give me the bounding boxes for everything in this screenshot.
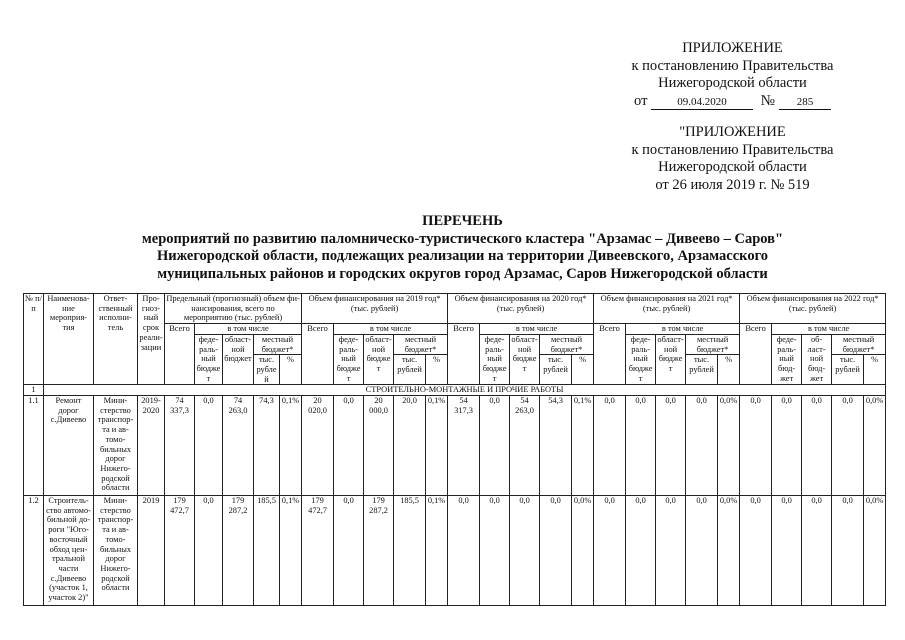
appendix-new [600,40,865,110]
th-federal: феде-раль-ный бюджет [626,334,656,385]
cell-value: 0,0 [740,496,772,606]
th-local: местный бюджет* [832,334,886,354]
document-title [40,213,885,283]
appendix-old-line3: Нижегородской области [658,159,807,175]
cell-value: 74,3 [254,396,280,496]
cell-value: 179 287,2 [223,496,254,606]
cell-value: 20,0 [394,396,426,496]
th-total: Всего [448,324,480,385]
cell-name: Строитель-ство автомо-бильной до-роги "Юго-восточный обход цен-тральной части с.Дивеево (участок 1, участок 2)" [44,496,94,606]
cell-value: 179 287,2 [364,496,394,606]
th-local: местный бюджет* [394,334,448,354]
cell-value: 179 472,7 [302,496,334,606]
th-rub: тыс. рублей [686,355,718,385]
cell-value: 0,0 [802,496,832,606]
cell-value: 185,5 [254,496,280,606]
th-pct: % [718,355,740,385]
th-regional: област-ной бюджет [364,334,394,385]
cell-value: 0,0% [864,496,886,606]
cell-value: 0,0 [772,396,802,496]
th-rub: тыс. рублей [394,355,426,385]
title-line3: муниципальных районов и городских округов город Арзамас, Саров Нижегородской области [157,265,768,282]
cell-value: 54,3 [540,396,572,496]
cell-value: 0,0 [334,496,364,606]
cell-value: 0,0 [626,396,656,496]
appendix-new-line2: к постановлению Правительства [631,57,834,74]
section-label: СТРОИТЕЛЬНО-МОНТАЖНЫЕ И ПРОЧИЕ РАБОТЫ [44,385,886,396]
decree-date: 09.04.2020 [651,96,753,110]
measures-table [23,293,886,606]
th-incl: в том числе [626,324,740,335]
cell-value: 0,0 [510,496,540,606]
th-incl: в том числе [480,324,594,335]
th-regional: област-ной бюджет [223,334,254,385]
cell-value: 0,0 [540,496,572,606]
th-regional: област-ной бюджет [656,334,686,385]
cell-value: 20 020,0 [302,396,334,496]
cell-value: 0,0 [334,396,364,496]
th-local: местный бюджет* [540,334,594,354]
cell-value: 0,0 [772,496,802,606]
number-sign: № [760,92,775,109]
th-regional: област-ной бюджет [510,334,540,385]
cell-value: 0,0 [594,396,626,496]
cell-value: 20 000,0 [364,396,394,496]
cell-value: 0,0 [686,396,718,496]
th-pct: % [426,355,448,385]
appendix-old-line2: к постановлению Правительства [631,141,834,158]
cell-num: 1.1 [24,396,44,496]
cell-num: 1.2 [24,496,44,606]
th-limit: Предельный (прогнозный) объем фи-нансирования, всего по мероприятию (тыс. рублей) [166,294,300,323]
appendix-new-line3: Нижегородской области [658,75,807,91]
th-total: Всего [165,324,195,385]
section-num: 1 [24,385,44,396]
th-2021: Объем финансирования на 2021 год* (тыс. рублей) [594,294,740,324]
cell-value: 0,1% [280,396,302,496]
th-pct: % [572,355,594,385]
appendix-old-line4: от 26 июля 2019 г. № 519 [655,176,810,193]
decree-number: 285 [779,96,831,110]
appendix-old [600,124,865,194]
cell-value: 0,0 [480,396,510,496]
cell-value: 179 472,7 [165,496,195,606]
th-federal: феде-раль-ный бюджет [334,334,364,385]
th-total: Всего [594,324,626,385]
appendix-old-line1: "ПРИЛОЖЕНИЕ [679,124,786,140]
cell-value: 74 263,0 [223,396,254,496]
cell-value: 0,0 [626,496,656,606]
title-line2: Нижегородской области, подлежащих реализации на территории Дивеевского, Арзамасского [156,248,769,264]
th-incl: в том числе [772,324,886,335]
th-regional: об-ласт-ной бюд-жет [802,334,832,385]
cell-term: 2019 [138,496,165,606]
cell-value: 0,0 [832,496,864,606]
cell-value: 54 263,0 [510,396,540,496]
appendix-new-line1: ПРИЛОЖЕНИЕ [682,40,783,56]
cell-value: 0,0 [656,396,686,496]
cell-value: 0,0% [572,496,594,606]
th-pct: % [864,355,886,385]
th-incl: в том числе [334,324,448,335]
cell-value: 0,0 [832,396,864,496]
th-total: Всего [302,324,334,385]
cell-value: 0,0 [686,496,718,606]
date-prefix: от [634,92,648,109]
cell-name: Ремонт дорог с.Дивеево [44,396,94,496]
cell-value: 0,1% [426,396,448,496]
cell-value: 74 337,3 [165,396,195,496]
cell-value: 0,1% [280,496,302,606]
th-term: Про-гноз-ный срок реали-зации [138,294,165,385]
cell-value: 0,0 [594,496,626,606]
cell-executor: Мини-стерство транспор-та и ав-томо-бильных дорог Нижего-родской области [94,496,138,606]
th-local: местный бюджет* [254,334,302,354]
cell-value: 0,0 [195,496,223,606]
title-line1: мероприятий по развитию паломническо-туристического кластера "Арзамас – Дивеево – Саров" [141,230,784,247]
cell-value: 185,5 [394,496,426,606]
th-2022: Объем финансирования на 2022 год* (тыс. рублей) [740,294,886,324]
th-total: Всего [740,324,772,385]
appendix-new-date-line [600,93,865,111]
th-incl: в том числе [195,324,302,335]
cell-value: 0,0 [802,396,832,496]
table-row [24,396,886,496]
cell-value: 0,0 [195,396,223,496]
th-rub: тыс. рублей [540,355,572,385]
cell-value: 54 317,3 [448,396,480,496]
th-local: местный бюджет* [686,334,740,354]
th-rub: тыс. рублей [254,355,280,385]
table-row [24,496,886,606]
th-federal: феде-раль-ный бюджет [480,334,510,385]
cell-value: 0,0 [480,496,510,606]
th-num: № п/п [24,294,44,385]
cell-value: 0,0% [864,396,886,496]
cell-value: 0,0 [656,496,686,606]
cell-executor: Мини-стерство транспор-та и ав-томо-бильных дорог Нижего-родской области [94,396,138,496]
th-pct: % [280,355,302,385]
title-heading: ПЕРЕЧЕНЬ [422,213,503,229]
th-executor: Ответ-ственный исполни-тель [94,294,138,385]
cell-value: 0,0 [448,496,480,606]
cell-term: 2019-2020 [138,396,165,496]
th-rub: тыс. рублей [832,355,864,385]
th-federal: феде-раль-ный бюд-жет [772,334,802,385]
cell-value: 0,1% [426,496,448,606]
cell-value: 0,0 [740,396,772,496]
th-federal: феде-раль-ный бюджет [195,334,223,385]
cell-value: 0,0% [718,496,740,606]
th-2019: Объем финансирования на 2019 год* (тыс. рублей) [302,294,448,324]
cell-value: 0,1% [572,396,594,496]
header-row-1 [24,294,886,324]
section-row [24,385,886,396]
th-2020: Объем финансирования на 2020 год* (тыс. рублей) [448,294,594,324]
th-name: Наименова-ние мероприя-тия [44,294,94,385]
cell-value: 0,0% [718,396,740,496]
